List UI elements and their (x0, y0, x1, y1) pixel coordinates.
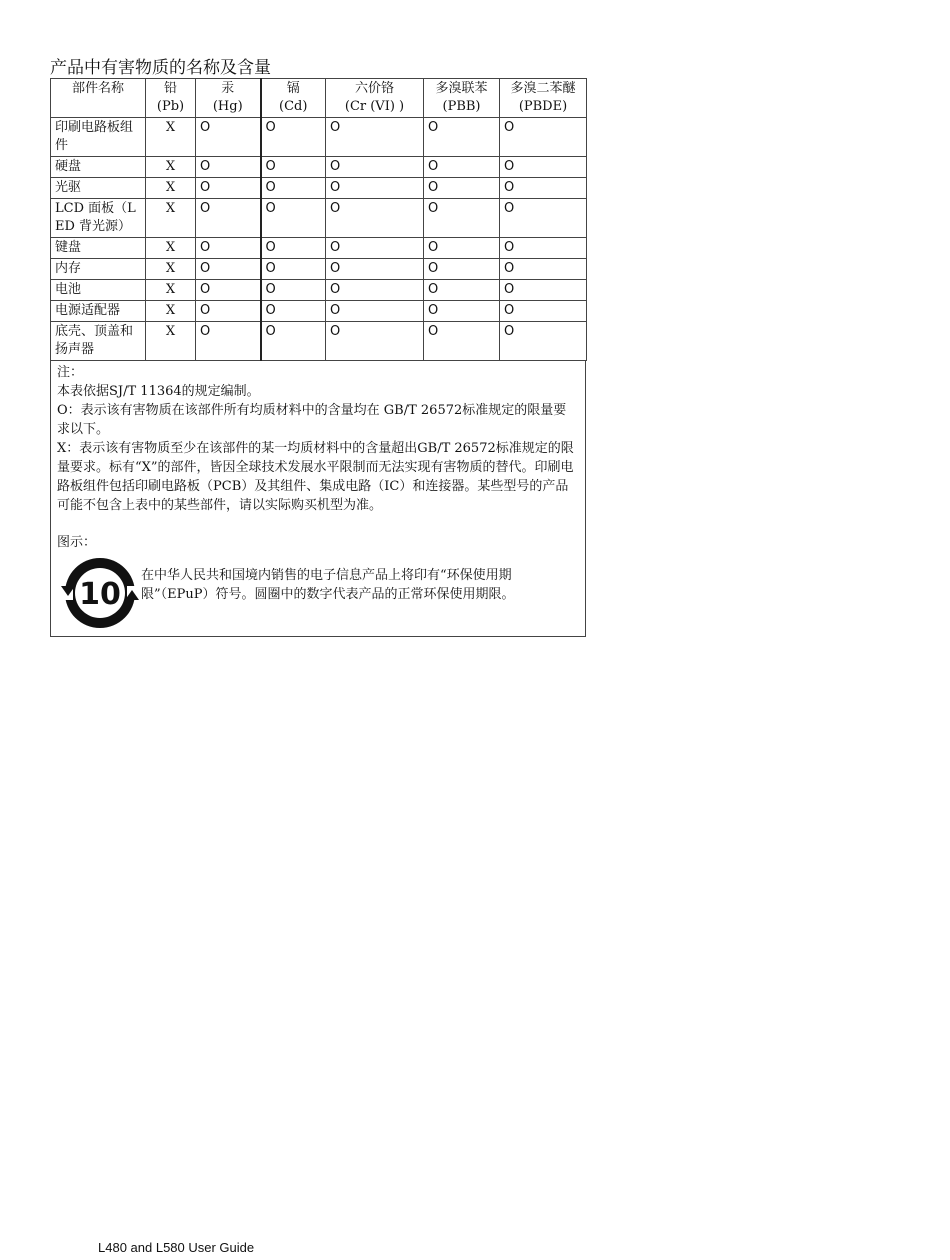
substance-cell: O (500, 157, 587, 178)
column-header-symbol: (Hg) (212, 99, 243, 114)
column-header (326, 79, 424, 118)
substance-cell: O (261, 238, 326, 259)
part-name-cell: 电源适配器 (51, 301, 146, 322)
figure-description: 在中华人民共和国境内销售的电子信息产品上将印有“环保使用期限”（EPuP）符号。圆圈中的数字代表产品的正常环保使用期限。 (141, 568, 515, 602)
part-name-cell: 内存 (51, 259, 146, 280)
substance-cell: O (424, 259, 500, 280)
substance-cell: O (424, 238, 500, 259)
table-row (51, 280, 587, 301)
column-header (146, 79, 196, 118)
column-header-symbol: (PBDE) (518, 99, 568, 114)
substance-cell: O (500, 322, 587, 361)
document-title: 产品中有害物质的名称及含量 (50, 58, 271, 78)
part-name-cell: 键盘 (51, 238, 146, 259)
column-header-name: 铅 (163, 81, 177, 96)
substance-cell: O (424, 301, 500, 322)
substance-cell: O (261, 301, 326, 322)
notes-o-explanation: O：表示该有害物质在该部件所有均质材料中的含量均在 GB/T 26572标准规定的限量要求以下。 (57, 403, 567, 437)
column-header-symbol: (Cr (VI) ) (344, 99, 405, 114)
column-header (261, 79, 326, 118)
hazardous-substances-frame (50, 78, 586, 637)
substance-cell: O (196, 259, 261, 280)
notes-label: 注： (57, 365, 84, 380)
substance-cell: O (500, 301, 587, 322)
substance-cell: O (424, 199, 500, 238)
column-header-symbol: (Cd) (279, 99, 308, 114)
table-row (51, 118, 587, 157)
column-header-name: 汞 (221, 81, 235, 96)
substance-cell: O (326, 259, 424, 280)
figure-row (57, 556, 579, 630)
substance-cell: O (261, 157, 326, 178)
substance-cell: O (424, 157, 500, 178)
column-header-name: 多溴二苯醚 (510, 81, 576, 96)
substance-cell: O (261, 280, 326, 301)
substance-cell: O (326, 118, 424, 157)
column-header-symbol: (Pb) (156, 99, 185, 114)
substance-cell: O (261, 118, 326, 157)
substance-cell: X (146, 157, 196, 178)
notes-basis: 本表依据SJ/T 11364的规定编制。 (57, 384, 260, 399)
substance-cell: O (326, 178, 424, 199)
substance-cell: X (146, 118, 196, 157)
notes-x-explanation: X：表示该有害物质至少在该部件的某一均质材料中的含量超出GB/T 26572标准规定的限量要求。标有“X”的部件，皆因全球技术发展水平限制而无法实现有害物质的替代。印刷电路板组件包括印刷电路板（PCB）及其组件、集成电路（IC）和连接器。某些型号的产品可能不包含上表中的某些部件，请以实际购买机型为准。 (57, 441, 574, 513)
part-name-cell: LCD 面板（LED 背光源） (51, 199, 146, 238)
substance-cell: O (500, 238, 587, 259)
substance-cell: O (196, 322, 261, 361)
substance-cell: O (196, 301, 261, 322)
substance-cell: O (326, 322, 424, 361)
table-row (51, 322, 587, 361)
substance-cell: O (196, 238, 261, 259)
part-name-cell: 光驱 (51, 178, 146, 199)
column-header-name: 六价铬 (354, 81, 394, 96)
substance-cell: X (146, 178, 196, 199)
substance-cell: O (500, 118, 587, 157)
substance-cell: O (261, 322, 326, 361)
substance-cell: O (326, 238, 424, 259)
substance-cell: X (146, 322, 196, 361)
substance-cell: O (196, 157, 261, 178)
table-row (51, 178, 587, 199)
substance-cell: O (196, 280, 261, 301)
substance-cell: X (146, 259, 196, 280)
part-name-cell: 印刷电路板组件 (51, 118, 146, 157)
substance-cell: O (261, 259, 326, 280)
table-row (51, 301, 587, 322)
substance-cell: O (500, 199, 587, 238)
column-header-name: 多溴联苯 (435, 81, 488, 96)
substance-cell: O (500, 280, 587, 301)
substance-cell: X (146, 199, 196, 238)
column-header (500, 79, 587, 118)
table-row (51, 259, 587, 280)
substance-cell: O (424, 322, 500, 361)
substance-cell: X (146, 280, 196, 301)
substance-cell: O (261, 199, 326, 238)
substance-cell: O (196, 199, 261, 238)
table-header-row (51, 79, 587, 118)
substance-cell: X (146, 238, 196, 259)
substance-cell: O (196, 118, 261, 157)
page-footer: L480 and L580 User Guide (98, 1240, 255, 1255)
column-header-symbol: (PBB) (442, 99, 481, 114)
column-header-name: 部件名称 (71, 81, 124, 96)
column-header (424, 79, 500, 118)
substance-cell: O (424, 118, 500, 157)
substance-cell: O (326, 199, 424, 238)
notes-section (50, 361, 586, 637)
part-name-cell: 电池 (51, 280, 146, 301)
part-name-cell: 硬盘 (51, 157, 146, 178)
column-header-name: 镉 (286, 81, 300, 96)
column-header (196, 79, 261, 118)
substance-cell: O (424, 280, 500, 301)
substance-cell: O (500, 178, 587, 199)
substance-cell: X (146, 301, 196, 322)
table-body (51, 118, 587, 361)
epup-10-year-icon (59, 556, 141, 630)
column-header (51, 79, 146, 118)
table-row (51, 238, 587, 259)
substance-cell: O (424, 178, 500, 199)
figure-label: 图示： (57, 535, 97, 550)
substance-cell: O (326, 157, 424, 178)
substance-cell: O (326, 301, 424, 322)
part-name-cell: 底壳、顶盖和扬声器 (51, 322, 146, 361)
table-row (51, 199, 587, 238)
substance-cell: O (261, 178, 326, 199)
hazardous-substances-table (50, 78, 587, 361)
substance-cell: O (500, 259, 587, 280)
substance-cell: O (196, 178, 261, 199)
epup-number: 10 (79, 577, 121, 612)
substance-cell: O (326, 280, 424, 301)
table-row (51, 157, 587, 178)
